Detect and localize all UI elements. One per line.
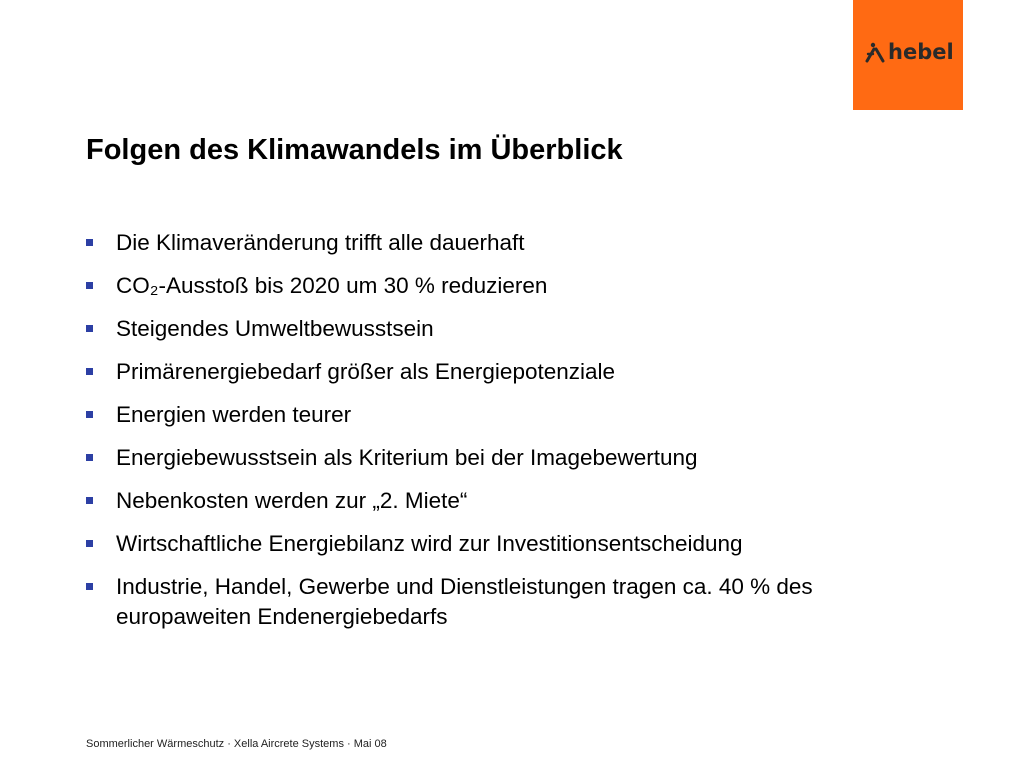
bullet-item: Nebenkosten werden zur „2. Miete“ (86, 486, 946, 516)
logo-box (853, 0, 963, 110)
slide-footer: Sommerlicher Wärmeschutz · Xella Aircrete Systems · Mai 08 (86, 738, 387, 750)
bullet-item: Wirtschaftliche Energiebilanz wird zur Investitionsentscheidung (86, 529, 946, 559)
bullet-list (86, 228, 946, 645)
hebel-lever-icon (865, 41, 885, 63)
bullet-item: Energiebewusstsein als Kriterium bei der Imagebewertung (86, 443, 946, 473)
bullet-item: Die Klimaveränderung trifft alle dauerhaft (86, 228, 946, 258)
logo-text: hebel (888, 40, 954, 64)
hebel-logo (865, 40, 954, 64)
bullet-item: Energien werden teurer (86, 400, 946, 430)
bullet-item: CO₂-Ausstoß bis 2020 um 30 % reduzieren (86, 271, 946, 301)
bullet-item: Steigendes Umweltbewusstsein (86, 314, 946, 344)
slide-title: Folgen des Klimawandels im Überblick (86, 134, 623, 166)
bullet-item: Industrie, Handel, Gewerbe und Dienstleistungen tragen ca. 40 % des europaweiten Endenergiebedarfs (86, 572, 946, 632)
bullet-item: Primärenergiebedarf größer als Energiepotenziale (86, 357, 946, 387)
